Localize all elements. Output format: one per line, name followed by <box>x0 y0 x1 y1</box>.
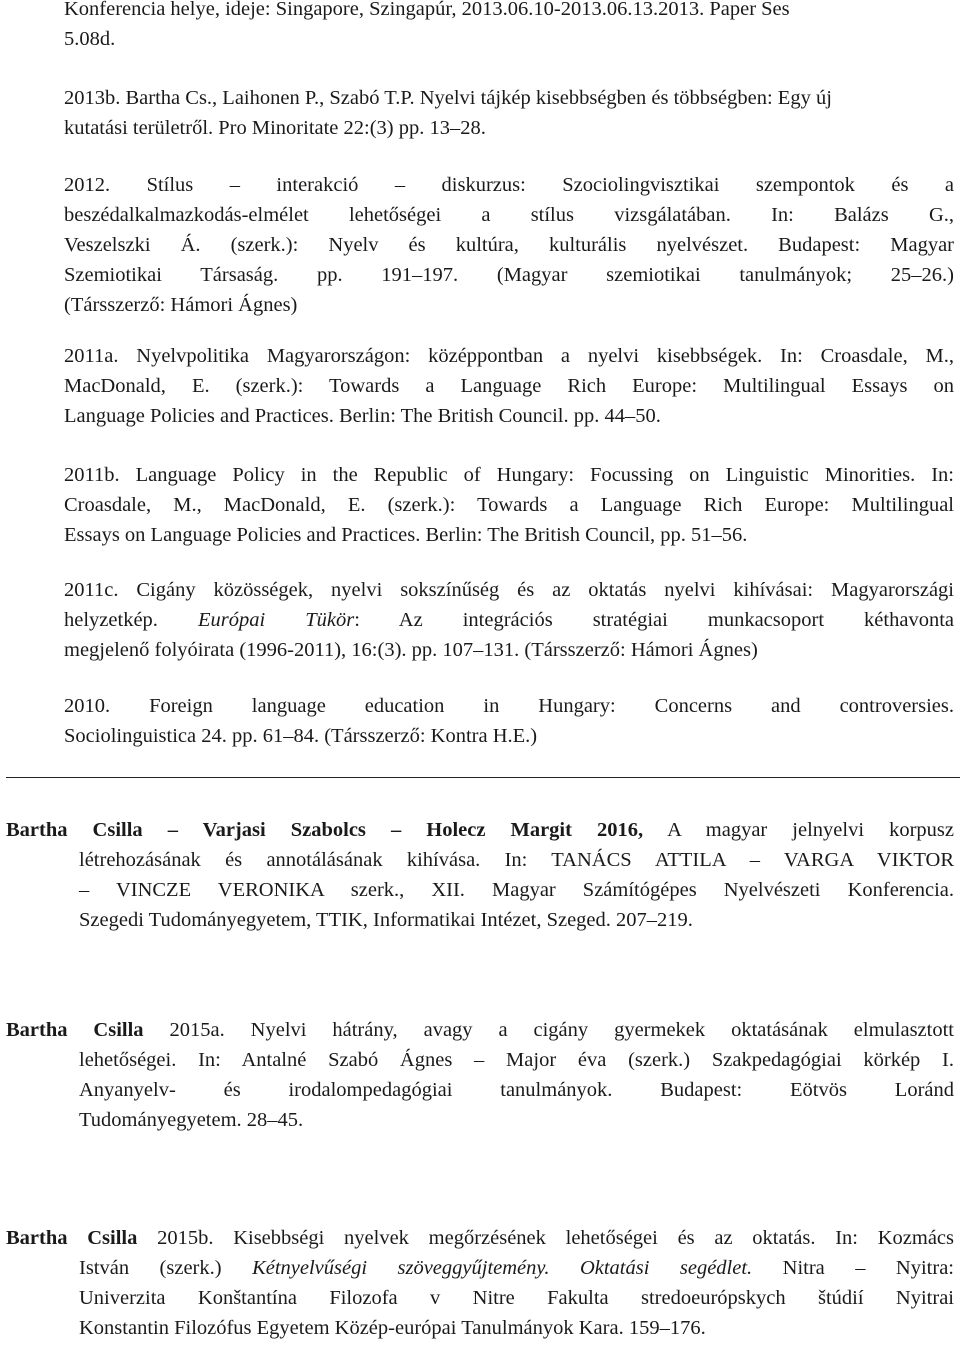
reference-text: István (szerk.) <box>79 1257 222 1279</box>
reference-line: Anyanyelv- és irodalompedagógiai tanulmányok. Budapest: Eötvös Loránd <box>79 1079 954 1101</box>
reference-line: beszédalkalmazkodás-elmélet lehetőségei a stílus vizsgálatában. In: Balázs G., <box>64 204 954 226</box>
reference-line: Szegedi Tudományegyetem, TTIK, Informatikai Intézet, Szeged. 207–219. <box>79 909 693 931</box>
reference-entry <box>64 83 954 143</box>
reference-line: Konferencia helye, ideje: Singapore, Szingapúr, 2013.06.10-2013.06.13.2013. Paper Ses <box>64 0 790 20</box>
reference-entry <box>64 341 954 431</box>
reference-line: 2013b. Bartha Cs., Laihonen P., Szabó T.P. Nyelvi tájkép kisebbségben és többségben: Egy új <box>64 87 832 109</box>
reference-line: Veszelszki Á. (szerk.): Nyelv és kultúra, kulturális nyelvészet. Budapest: Magyar <box>64 234 954 256</box>
reference-text: : Az integrációs stratégiai munkacsoport kéthavonta <box>354 609 954 631</box>
reference-text: A magyar jelnyelvi korpusz <box>667 819 954 841</box>
reference-entry <box>64 170 954 320</box>
reference-line: Essays on Language Policies and Practices. Berlin: The British Council, pp. 51–56. <box>64 524 748 546</box>
book-title: Kétnyelvűségi szöveggyűjtemény. Oktatási segédlet. <box>252 1257 753 1279</box>
reference-authors: Bartha Csilla – Varjasi Szabolcs – Holecz Margit 2016, <box>6 819 644 841</box>
reference-line: kutatási területről. Pro Minoritate 22:(3) pp. 13–28. <box>64 117 486 139</box>
reference-line: Tudományegyetem. 28–45. <box>79 1109 304 1131</box>
reference-line: megjelenő folyóirata (1996-2011), 16:(3). pp. 107–131. (Társszerző: Hámori Ágnes) <box>64 639 758 661</box>
reference-line <box>6 1223 954 1253</box>
reference-line: MacDonald, E. (szerk.): Towards a Language Rich Europe: Multilingual Essays on <box>64 375 954 397</box>
reference-line: Univerzita Konštantína Filozofa v Nitre Fakulta stredoeurópskych štúdií Nyitrai <box>79 1287 954 1309</box>
reference-line: 2011b. Language Policy in the Republic of Hungary: Focussing on Linguistic Minorities. In: <box>64 464 954 486</box>
reference-line <box>6 1015 954 1045</box>
reference-line: Croasdale, M., MacDonald, E. (szerk.): Towards a Language Rich Europe: Multilingual <box>64 494 954 516</box>
reference-line <box>6 815 954 845</box>
reference-line <box>6 1253 954 1283</box>
reference-line <box>64 605 954 635</box>
reference-line: létrehozásának és annotálásának kihívása. In: TANÁCS ATTILA – VARGA VIKTOR <box>79 849 954 871</box>
reference-line: Language Policies and Practices. Berlin: The British Council. pp. 44–50. <box>64 405 661 427</box>
reference-text: 2015b. Kisebbségi nyelvek megőrzésének lehetőségei és az oktatás. In: Kozmács <box>157 1227 954 1249</box>
reference-entry <box>64 0 954 54</box>
reference-line: (Társszerző: Hámori Ágnes) <box>64 294 298 316</box>
reference-entry <box>64 691 954 751</box>
reference-entry <box>6 1015 954 1135</box>
reference-line: 2012. Stílus – interakció – diskurzus: Szociolingvisztikai szempontok és a <box>64 174 954 196</box>
reference-text: Nitra – Nyitra: <box>782 1257 954 1279</box>
reference-text: helyzetkép. <box>64 609 158 631</box>
reference-line: Sociolinguistica 24. pp. 61–84. (Társszerző: Kontra H.E.) <box>64 725 538 747</box>
reference-line: 2011c. Cigány közösségek, nyelvi sokszínűség és az oktatás nyelvi kihívásai: Magyarországi <box>64 579 954 601</box>
reference-entry <box>6 815 954 935</box>
reference-line: 2011a. Nyelvpolitika Magyarországon: középpontban a nyelvi kisebbségek. In: Croasdale, M., <box>64 345 954 367</box>
section-divider <box>6 777 960 778</box>
reference-line: 5.08d. <box>64 28 116 50</box>
reference-entry <box>6 1223 954 1343</box>
journal-title: Európai Tükör <box>197 609 355 631</box>
reference-line: Szemiotikai Társaság. pp. 191–197. (Magyar szemiotikai tanulmányok; 25–26.) <box>64 264 954 286</box>
reference-line: 2010. Foreign language education in Hungary: Concerns and controversies. <box>64 695 954 717</box>
reference-entry <box>64 460 954 550</box>
reference-line: Konstantin Filozófus Egyetem Közép-európai Tanulmányok Kara. 159–176. <box>79 1317 706 1339</box>
reference-authors: Bartha Csilla <box>6 1227 138 1249</box>
reference-text: 2015a. Nyelvi hátrány, avagy a cigány gyermekek oktatásának elmulasztott <box>169 1019 954 1041</box>
reference-authors: Bartha Csilla <box>6 1019 144 1041</box>
reference-line: lehetőségei. In: Antalné Szabó Ágnes – Major éva (szerk.) Szakpedagógiai körkép I. <box>79 1049 954 1071</box>
reference-entry <box>64 575 954 665</box>
reference-line: – VINCZE VERONIKA szerk., XII. Magyar Számítógépes Nyelvészeti Konferencia. <box>79 879 954 901</box>
